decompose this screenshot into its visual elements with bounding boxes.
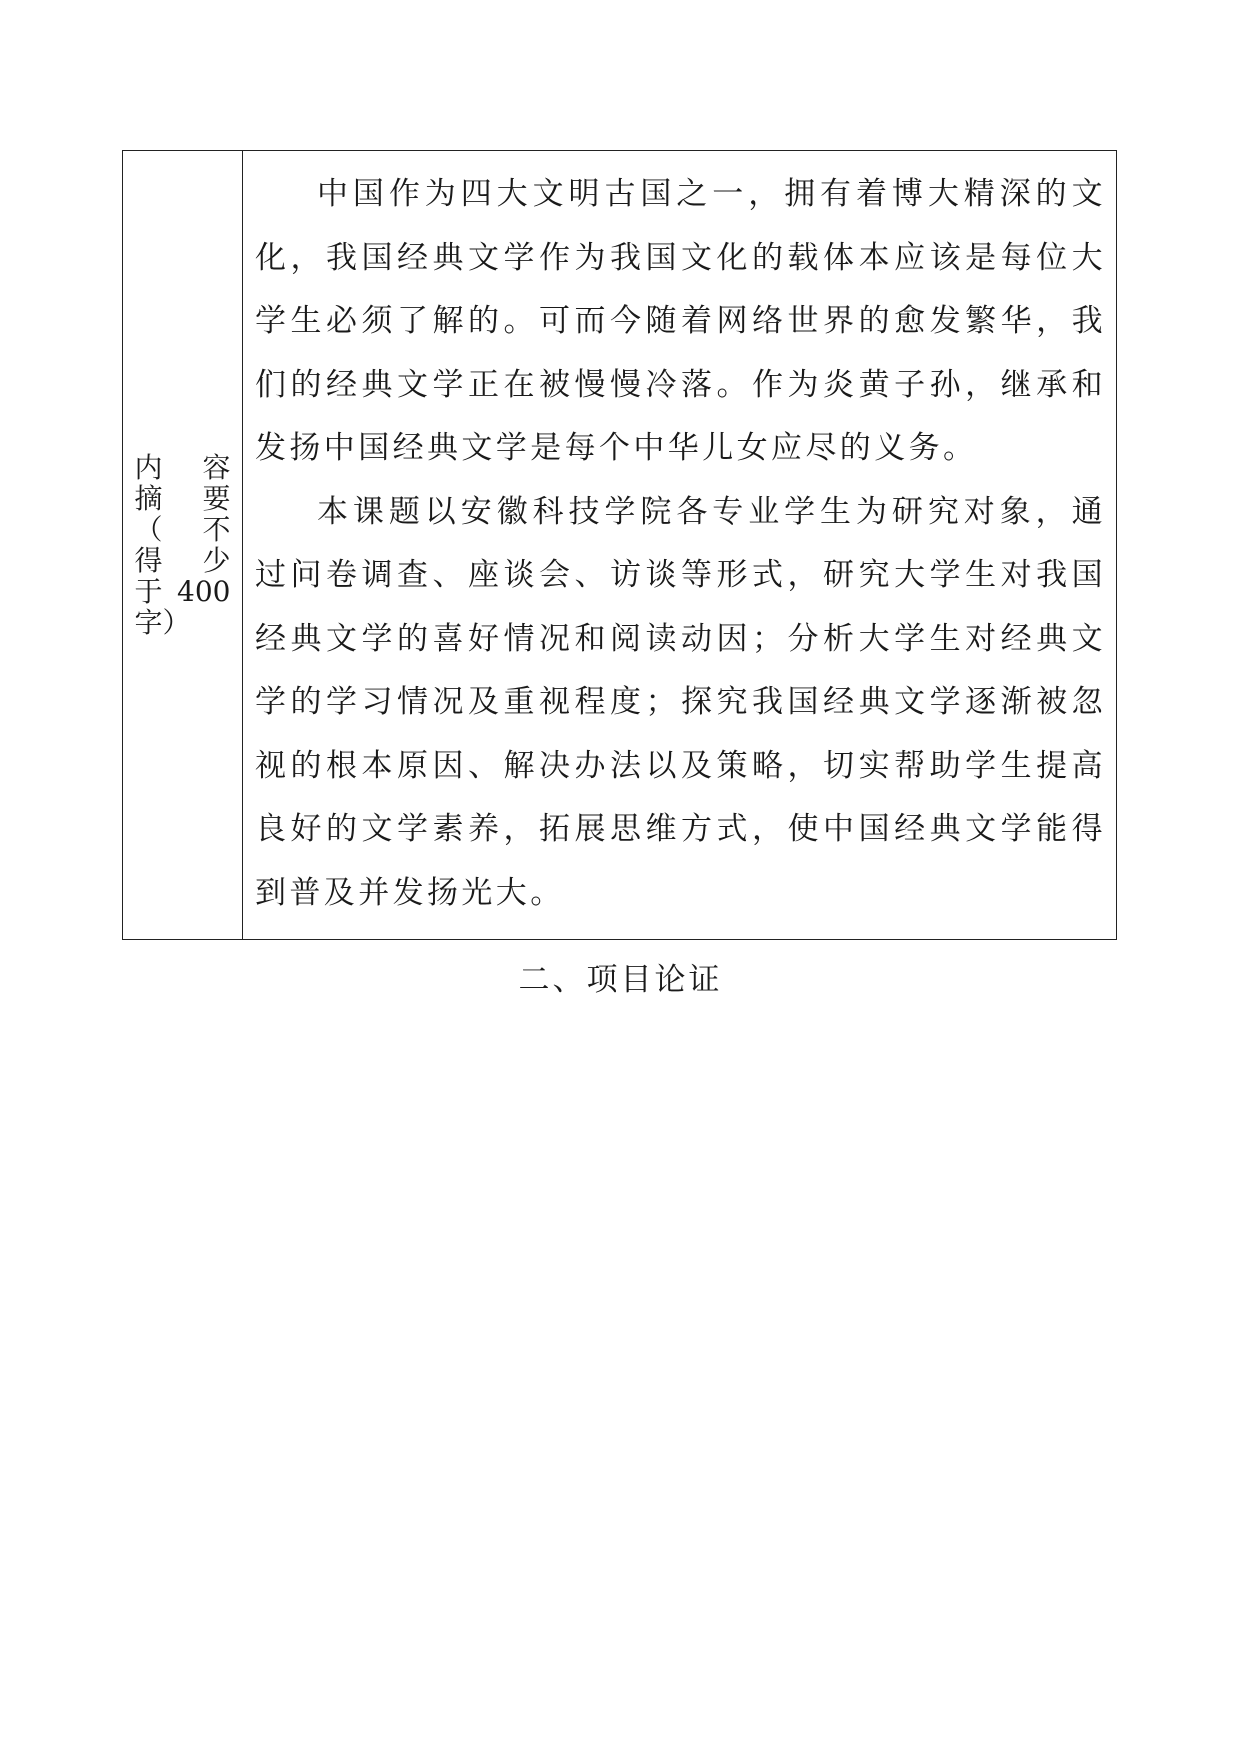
summary-paragraph-1: 中国作为四大文明古国之一，拥有着博大精深的文化，我国经典文学作为我国文化的载体本应该是每位大学生必须了解的。可而今随着网络世界的愈发繁华，我们的经典文学正在被慢慢冷落。作为炎黄子孙，继承和发扬中国经典文学是每个中华儿女应尽的义务。 <box>255 176 1106 466</box>
label-char: 400 <box>177 575 231 608</box>
content-summary-body <box>243 151 1116 939</box>
label-char: 容 <box>202 451 231 484</box>
content-summary-label-cell <box>123 151 243 939</box>
label-char: 少 <box>202 544 231 577</box>
content-summary-label <box>135 452 231 638</box>
label-line <box>135 514 231 545</box>
label-char: 内 <box>134 451 163 484</box>
label-line <box>135 545 231 576</box>
label-char: （ <box>134 513 163 546</box>
label-line <box>135 576 231 607</box>
label-line <box>135 483 231 514</box>
content-summary-table <box>122 150 1117 940</box>
label-char: 摘 <box>134 482 163 515</box>
section-heading: 二、项目论证 <box>518 962 723 998</box>
label-char: 得 <box>134 544 163 577</box>
summary-paragraph-2: 本课题以安徽科技学院各专业学生为研究对象，通过问卷调查、座谈会、访谈等形式，研究大学生对我国经典文学的喜好情况和阅读动因；分析大学生对经典文学的学习情况及重视程度；探究我国经典文学逐渐被忽视的根本原因、解决办法以及策略，切实帮助学生提高良好的文学素养，拓展思维方式，使中国经典文学能得到普及并发扬光大。 <box>255 493 1106 911</box>
label-char: 字） <box>134 606 191 639</box>
label-line <box>135 607 231 638</box>
label-char: 要 <box>202 482 231 515</box>
label-char: 于 <box>134 575 163 608</box>
label-line <box>135 452 231 483</box>
label-char: 不 <box>202 513 231 546</box>
